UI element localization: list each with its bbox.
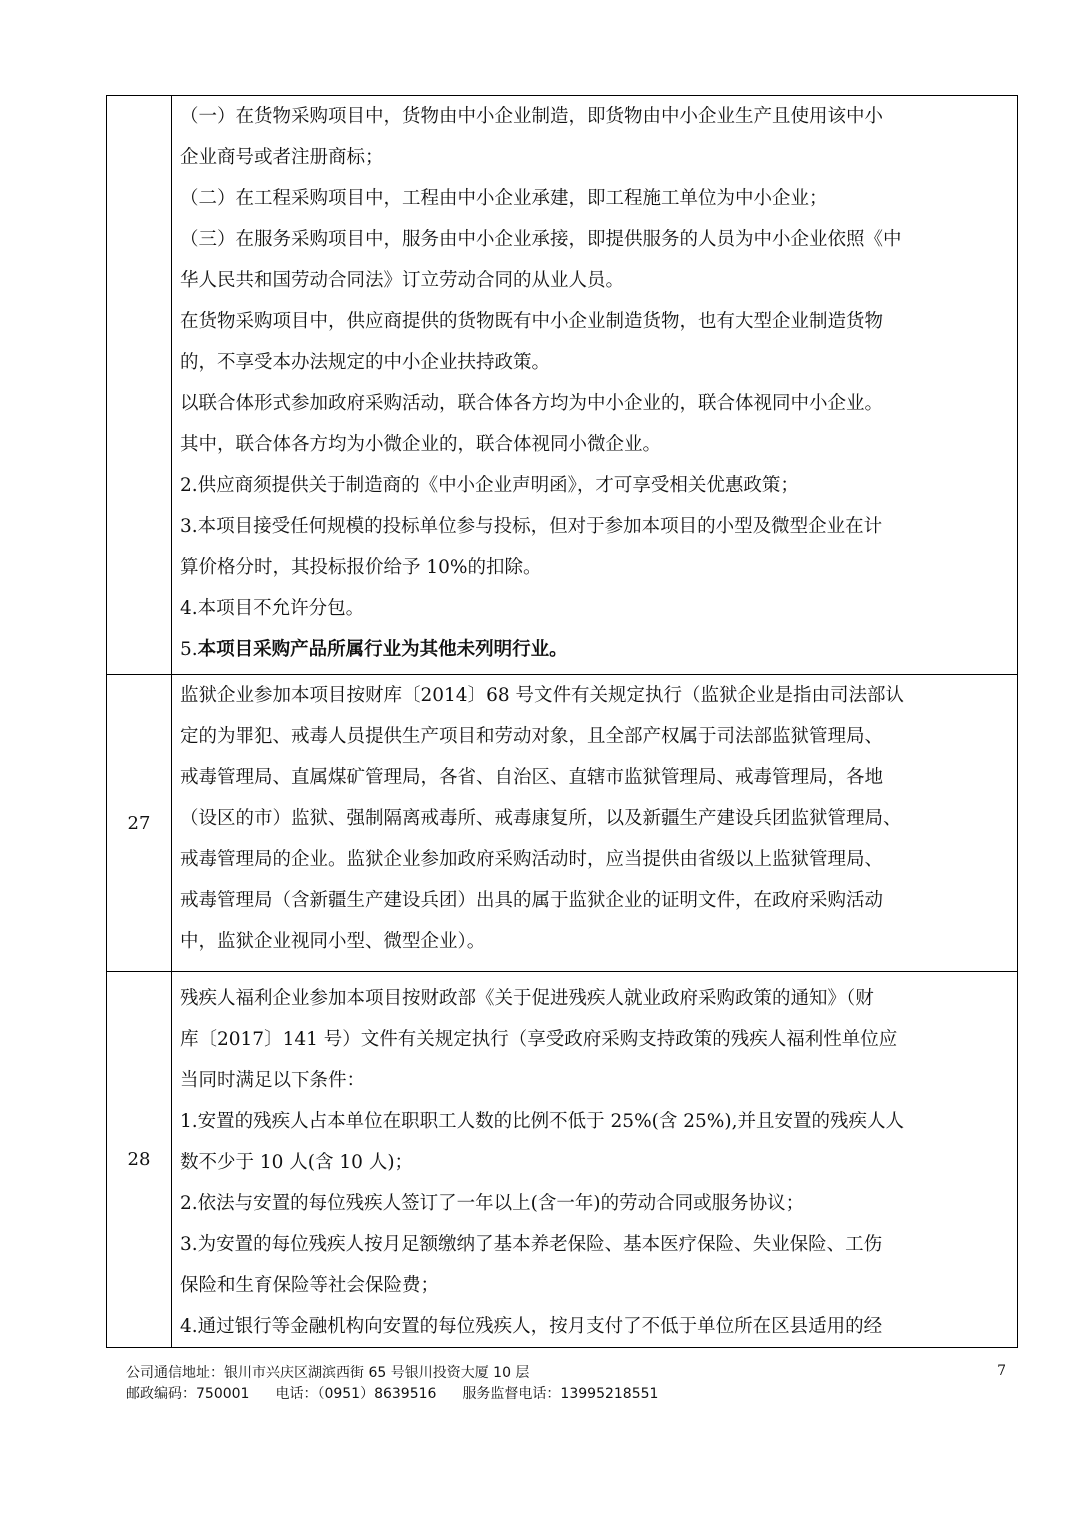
footer-postcode: 邮政编码：750001 xyxy=(126,1386,250,1402)
text-line: 企业商号或者注册商标； xyxy=(180,147,384,168)
page-footer xyxy=(126,1363,1006,1405)
row-number: 27 xyxy=(107,675,172,972)
page-number: 7 xyxy=(997,1363,1006,1379)
text-line: 3.本项目接受任何规模的投标单位参与投标，但对于参加本项目的小型及微型企业在计 xyxy=(180,516,883,537)
text-line: 的，不享受本办法规定的中小企业扶持政策。 xyxy=(180,352,551,373)
footer-supervision-phone: 服务监督电话：13995218551 xyxy=(462,1386,659,1402)
text-line: （二）在工程采购项目中，工程由中小企业承建，即工程施工单位为中小企业； xyxy=(180,188,828,209)
industry-statement: 本项目采购产品所属行业为其他未列明行业。 xyxy=(197,639,568,660)
text-line: 戒毒管理局（含新疆生产建设兵团）出具的属于监狱企业的证明文件，在政府采购活动 xyxy=(180,890,884,911)
text-line: 库〔2017〕141 号）文件有关规定执行（享受政府采购支持政策的残疾人福利性单位应 xyxy=(180,1029,898,1050)
footer-phone: 电话：（0951）8639516 xyxy=(275,1386,437,1402)
text-line: 1.安置的残疾人占本单位在职职工人数的比例不低于 25%(含 25%),并且安置的残疾人人 xyxy=(180,1111,904,1132)
text-line xyxy=(180,629,1013,670)
row-number: 28 xyxy=(107,972,172,1348)
text-line: 数不少于 10 人(含 10 人)； xyxy=(180,1152,414,1173)
text-line: 中，监狱企业视同小型、微型企业）。 xyxy=(180,931,486,952)
row-number xyxy=(107,96,172,675)
footer-contact xyxy=(126,1384,1006,1405)
text-line: 华人民共和国劳动合同法》订立劳动合同的从业人员。 xyxy=(180,270,625,291)
text-line: 监狱企业参加本项目按财库〔2014〕68 号文件有关规定执行（监狱企业是指由司法部认 xyxy=(180,685,905,706)
text-line: 戒毒管理局的企业。监狱企业参加政府采购活动时，应当提供由省级以上监狱管理局、 xyxy=(180,849,884,870)
footer-address: 公司通信地址：银川市兴庆区湖滨西街 65 号银川投资大厦 10 层 xyxy=(126,1365,530,1381)
table-row xyxy=(107,675,1018,972)
content-table xyxy=(106,95,1018,1348)
text-line: 4.本项目不允许分包。 xyxy=(180,598,365,619)
text-line: 定的为罪犯、戒毒人员提供生产项目和劳动对象，且全部产权属于司法部监狱管理局、 xyxy=(180,726,884,747)
text-line: 其中，联合体各方均为小微企业的，联合体视同小微企业。 xyxy=(180,434,662,455)
table-row xyxy=(107,96,1018,675)
text-line: 残疾人福利企业参加本项目按财政部《关于促进残疾人就业政府采购政策的通知》（财 xyxy=(180,988,874,1009)
table-row xyxy=(107,972,1018,1348)
text-line: 算价格分时，其投标报价给予 10%的扣除。 xyxy=(180,557,542,578)
row-content xyxy=(172,96,1018,675)
row-content xyxy=(172,675,1018,972)
text-line: 在货物采购项目中，供应商提供的货物既有中小企业制造货物，也有大型企业制造货物 xyxy=(180,311,884,332)
text-line: 4.通过银行等金融机构向安置的每位残疾人，按月支付了不低于单位所在区县适用的经 xyxy=(180,1316,883,1337)
text-line: 3.为安置的每位残疾人按月足额缴纳了基本养老保险、基本医疗保险、失业保险、工伤 xyxy=(180,1234,883,1255)
text-line: （三）在服务采购项目中，服务由中小企业承接，即提供服务的人员为中小企业依照《中 xyxy=(180,229,902,250)
text-line: （一）在货物采购项目中，货物由中小企业制造，即货物由中小企业生产且使用该中小 xyxy=(180,106,884,127)
text-line: 保险和生育保险等社会保险费； xyxy=(180,1275,440,1296)
text-line: 戒毒管理局、直属煤矿管理局，各省、自治区、直辖市监狱管理局、戒毒管理局，各地 xyxy=(180,767,884,788)
text-line: 以联合体形式参加政府采购活动，联合体各方均为中小企业的，联合体视同中小企业。 xyxy=(180,393,884,414)
text-line: 当同时满足以下条件： xyxy=(180,1070,366,1091)
text-line: 2.供应商须提供关于制造商的《中小企业声明函》，才可享受相关优惠政策； xyxy=(180,475,799,496)
text-line: （设区的市）监狱、强制隔离戒毒所、戒毒康复所，以及新疆生产建设兵团监狱管理局、 xyxy=(180,808,902,829)
text-line: 2.依法与安置的每位残疾人签订了一年以上(含一年)的劳动合同或服务协议； xyxy=(180,1193,805,1214)
row-content xyxy=(172,972,1018,1348)
item-prefix: 5. xyxy=(180,639,198,660)
